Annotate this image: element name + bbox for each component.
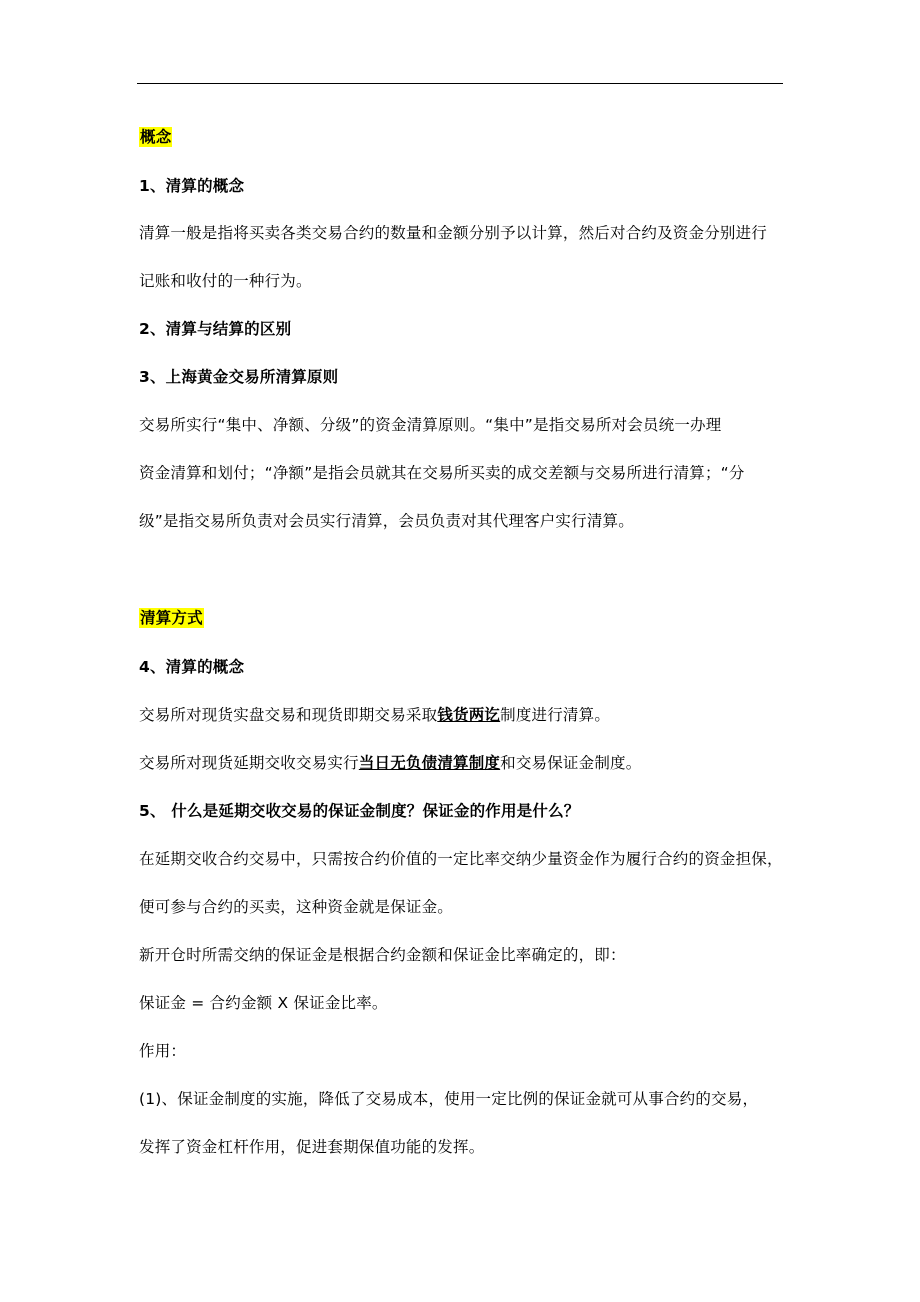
paragraph-1-line-1: 清算一般是指将买卖各类交易合约的数量和金额分别予以计算，然后对合约及资金分别进行: [139, 224, 768, 242]
header-rule: [137, 83, 783, 84]
heading-4: 4、清算的概念: [139, 658, 245, 676]
paragraph-5-line-1: 在延期交收合约交易中，只需按合约价值的一定比率交纳少量资金作为履行合约的资金担保，: [139, 850, 783, 868]
paragraph-4a-after: 制度进行清算。: [500, 706, 611, 724]
paragraph-7-formula: 保证金 = 合约金额 X 保证金比率。: [139, 994, 388, 1012]
paragraph-3-line-1: 交易所实行“集中、净额、分级”的资金清算原则。“集中”是指交易所对会员统一办理: [139, 416, 722, 434]
section-label-text: 清算方式: [140, 609, 203, 627]
paragraph-4b: [139, 752, 641, 774]
heading-1: 1、清算的概念: [139, 177, 245, 195]
paragraph-3-line-3: 级”是指交易所负责对会员实行清算，会员负责对其代理客户实行清算。: [139, 512, 634, 530]
paragraph-4a-before: 交易所对现货实盘交易和现货即期交易采取: [139, 706, 438, 724]
heading-2: 2、清算与结算的区别: [139, 320, 292, 338]
paragraph-9-line-1: (1)、保证金制度的实施，降低了交易成本，使用一定比例的保证金就可从事合约的交易，: [139, 1090, 759, 1108]
heading-3: 3、上海黄金交易所清算原则: [139, 368, 339, 386]
paragraph-4b-emphasis: 当日无负债清算制度: [358, 754, 501, 772]
paragraph-1-line-2: 记账和收付的一种行为。: [139, 272, 312, 290]
paragraph-5-line-2: 便可参与合约的买卖，这种资金就是保证金。: [139, 898, 454, 916]
paragraph-8: 作用：: [139, 1042, 187, 1060]
paragraph-4b-before: 交易所对现货延期交收交易实行: [139, 754, 359, 772]
paragraph-4a: [139, 704, 610, 726]
paragraph-6: 新开仓时所需交纳的保证金是根据合约金额和保证金比率确定的，即：: [139, 946, 626, 964]
paragraph-3-line-2: 资金清算和划付；“净额”是指会员就其在交易所买卖的成交差额与交易所进行清算；“分: [139, 464, 745, 482]
section-label-concept: [139, 126, 172, 148]
paragraph-9-line-2: 发挥了资金杠杆作用，促进套期保值功能的发挥。: [139, 1138, 485, 1156]
paragraph-4a-emphasis: 钱货两讫: [437, 706, 501, 724]
section-label-text: 概念: [140, 128, 172, 146]
section-label-method: [139, 607, 204, 629]
paragraph-4b-after: 和交易保证金制度。: [500, 754, 642, 772]
heading-5: 5、 什么是延期交收交易的保证金制度？保证金的作用是什么？: [139, 802, 580, 820]
